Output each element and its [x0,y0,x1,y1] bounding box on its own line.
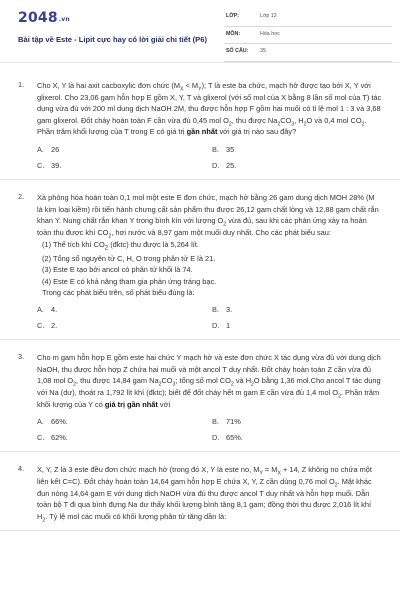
answer-option[interactable] [37,416,212,428]
answer-options [37,416,382,443]
page-header [0,0,400,62]
answer-label: A. [37,417,44,427]
answer-option[interactable] [212,432,387,444]
meta-key: LỚP: [226,13,240,19]
answer-option[interactable] [37,160,212,172]
answer-option[interactable] [212,144,387,156]
answer-label: A. [37,144,44,154]
answer-option[interactable] [212,160,387,172]
statement-item: (4) Este E có khả năng tham gia phản ứng tráng bạc. [42,276,217,286]
question-number: 2. [18,192,25,202]
header-divider [0,62,400,63]
question-block [0,452,400,531]
meta-row [224,47,392,62]
question-block [0,340,400,452]
answer-label: B. [212,305,219,315]
question-text: Cho X, Y là hai axit cacboxylic đơn chức $(M_X < M_Y)$; T là este ba chức, mạch hở được tạo bởi X, Y với glixerol. Cho 23,06 gam hỗn hợp E gồm X, Y, T và glixerol (với số mol của X bằng 8 lần số mol của T) tác dụng vừa đủ với 200 ml dung dịch NaOH 2M, thu được hỗn hợp F gồm hai muối có tỉ lệ mol 1 : 3 và 3,68 gam glixerol. Đốt cháy hoàn toàn F cần vừa đủ 0,45 mol $O_2$, thu được $Na_2CO_3$, $H_2O$ và 0,4 mol $CO_2$. Phần trăm khối lượng của T trong E có giá trị gần nhất với giá trị nào sau đây? [37,81,382,137]
answer-value: 25. [226,160,237,170]
meta-value: Hóa học [260,30,280,37]
question-number: 1. [18,80,25,89]
meta-value: Lớp 12 [260,13,277,19]
answer-value: 39. [51,160,62,170]
answer-value: 71% [226,417,241,427]
answer-option[interactable] [37,304,212,316]
question-list [0,70,400,531]
question-text: Xà phòng hóa hoàn toàn 0,1 mol một este E đơn chức, mạch hở bằng 26 gam dung dịch MOH 28% (M là kim loại kiềm) rồi tiến hành chưng cất sản phẩm thu được 26,12 gam chất lỏng và 12,88 gam chất rắn khan Y. Nung chất rắn khan Y trong bình kín với lượng $O_2$ vừa đủ, sau khi các phản ứng xảy ra hoàn toàn thu được khí $CO_2$, hơi nước và 8,97 gam một muối duy nhất. Cho các phát biểu sau: [37,193,379,240]
question-block [0,70,400,180]
answer-option[interactable] [212,416,387,428]
meta-key: SỐ CÂU: [226,48,249,54]
document-meta [224,12,392,65]
meta-row [224,30,392,45]
answer-value: 3. [226,305,233,315]
meta-value: 35 [260,48,266,54]
answer-option[interactable] [212,304,387,316]
answer-value: 66%. [51,417,68,427]
statement-item: (3) Este E tạo bởi ancol có phân tử khối là 74. [42,265,193,275]
statement-item: (2) Tổng số nguyên tử C, H, O trong phân tử E là 21. [42,254,216,264]
question-text: Cho m gam hỗn hợp E gồm este hai chức Y mạch hở và este đơn chức X tác dụng vừa đủ với dung dịch NaOH, thu được hỗn hợp Z chứa hai muối và một ancol T duy nhất. Đốt cháy hoàn toàn Z cần vừa đủ 1,08 mol $O_2$, thu được 14,84 gam $Na_2CO_3$; tổng số mol $CO_2$ và $H_2O$ bằng 1,36 mol.Cho ancol T tác dụng với Na (dư), thoát ra 1,792 lít khí (đktc); biết để đốt cháy hết m gam E cần vừa đủ 1,4 mol $O_2$. Phần trăm khối lượng của Y có giá trị gần nhất với [37,353,381,409]
answer-label: C. [37,432,45,442]
meta-key: MÔN: [226,30,241,37]
question-block [0,180,400,340]
answer-label: B. [212,144,219,154]
document-title: Bài tập về Este - Lipit cực hay có lời giải chi tiết (P6) [18,35,207,44]
answer-option[interactable] [37,144,212,156]
answer-value: 62%. [51,432,68,442]
answer-value: 2. [51,320,58,330]
answer-label: C. [37,160,45,170]
answer-label: B. [212,417,219,427]
site-logo[interactable]: 2048.vn [18,10,70,26]
statement-item: (1) Thể tích khí $CO_2$ (đktc) thu được là 5,264 lít. [42,239,199,251]
answer-value: 4. [51,305,58,315]
answer-value: 65%. [226,432,243,442]
question-number: 3. [18,352,25,362]
answer-label: D. [212,432,220,442]
question-text: X, Y, Z là 3 este đều đơn chức mạch hở (trong đó X, Y là este no, $M_Y = M_X + 14$, Z không no chứa một liên kết C=C). Đốt cháy hoàn toàn 14,64 gam hỗn hợp E chứa X, Y, Z cần dùng 0,76 mol $O_2$. Mặt khác đun nóng 14,64 gam E với dung dịch NaOH vừa đủ thu được ancol T duy nhất và hỗn hợp muối. Dẫn toàn bộ T đi qua bình đựng Na dư thấy khối lượng bình tăng 8,1 gam; đồng thời thu được 2,016 lít khí $H_2$. Tỷ lệ mol các muối có khối lượng phân tử tăng dần là: [37,465,372,524]
answer-value: 35 [226,144,235,154]
answer-value: 1 [226,320,231,330]
question-number: 4. [18,464,25,474]
answer-label: D. [212,320,220,330]
answer-label: A. [37,305,44,315]
answer-options [37,144,382,171]
statement-item: Trong các phát biểu trên, số phát biểu đúng là: [42,287,195,297]
statement-list [37,239,382,298]
answer-option[interactable] [37,320,212,332]
answer-options [37,304,382,331]
answer-option[interactable] [37,432,212,444]
answer-value: 26 [51,144,60,154]
meta-row [224,12,392,27]
answer-option[interactable] [212,320,387,332]
answer-label: D. [212,160,220,170]
answer-label: C. [37,320,45,330]
